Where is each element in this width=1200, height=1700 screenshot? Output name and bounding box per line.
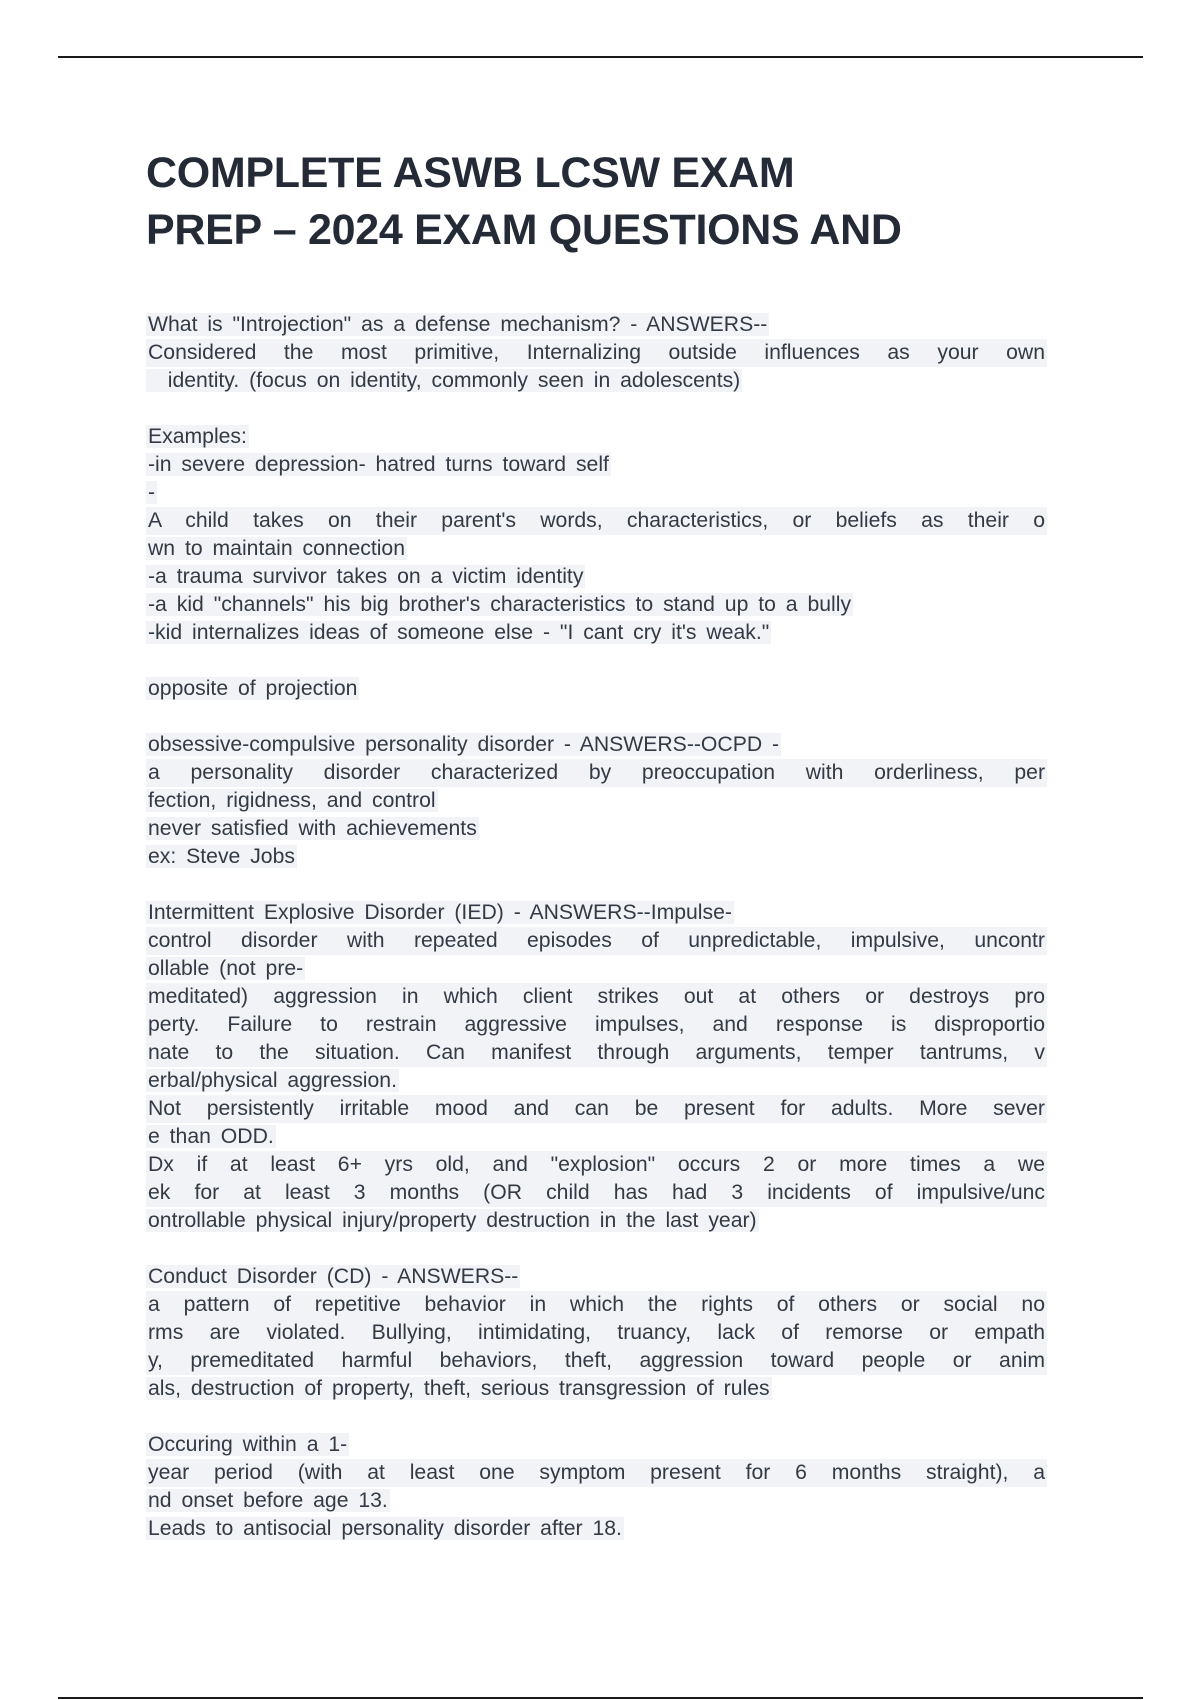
text-line <box>146 591 1051 619</box>
text-line-content: Conduct Disorder (CD) - ANSWERS-- <box>148 1265 519 1288</box>
text-line <box>146 1459 1051 1487</box>
paragraph-gap <box>146 703 1051 731</box>
text-line-content: Occuring within a 1- <box>148 1433 348 1456</box>
text-line-content: Dx if at least 6+ yrs old, and "explosion" occurs 2 or more times a we <box>146 1151 1047 1179</box>
text-line-content: ek for at least 3 months (OR child has had 3 incidents of impulsive/unc <box>146 1179 1047 1207</box>
text-line-content: nate to the situation. Can manifest through arguments, temper tantrums, v <box>146 1039 1047 1067</box>
text-line <box>146 367 1051 395</box>
text-line-content: meditated) aggression in which client strikes out at others or destroys pro <box>146 983 1047 1011</box>
text-line-content: a personality disorder characterized by preoccupation with orderliness, per <box>146 759 1047 787</box>
text-line-content: control disorder with repeated episodes of unpredictable, impulsive, uncontr <box>146 927 1047 955</box>
text-line-content: perty. Failure to restrain aggressive impulses, and response is disproportio <box>146 1011 1047 1039</box>
footer-rule <box>58 1697 1143 1699</box>
text-line <box>146 619 1051 647</box>
text-line-content: -a trauma survivor takes on a victim identity <box>148 565 584 588</box>
text-line <box>146 843 1051 871</box>
text-line-content: ex: Steve Jobs <box>148 845 295 868</box>
text-line-content: -a kid "channels" his big brother's characteristics to stand up to a bully <box>148 593 852 616</box>
text-line <box>146 1431 1051 1459</box>
paragraph-gap <box>146 1235 1051 1263</box>
text-line-content: identity. (focus on identity, commonly seen in adolescents) <box>148 369 741 392</box>
text-line-content: -kid internalizes ideas of someone else - "I cant cry it's weak." <box>148 621 770 644</box>
text-line-content: rms are violated. Bullying, intimidating, truancy, lack of remorse or empath <box>146 1319 1047 1347</box>
text-line <box>146 1011 1051 1039</box>
text-line <box>146 1347 1051 1375</box>
text-line <box>146 1375 1051 1403</box>
text-line-content: Intermittent Explosive Disorder (IED) - ANSWERS--Impulse- <box>148 901 732 924</box>
text-line-content: Examples: <box>148 425 247 448</box>
text-line-content: Considered the most primitive, Internalizing outside influences as your own <box>146 339 1047 367</box>
title-line: PREP – 2024 EXAM QUESTIONS AND <box>146 206 902 254</box>
text-line-content: ollable (not pre- <box>148 957 304 980</box>
paragraph-gap <box>146 647 1051 675</box>
text-line <box>146 927 1051 955</box>
paragraph-gap <box>146 395 1051 423</box>
text-line <box>146 1207 1051 1235</box>
text-line <box>146 675 1051 703</box>
text-line <box>146 1123 1051 1151</box>
text-line <box>146 731 1051 759</box>
text-line <box>146 759 1051 787</box>
text-line <box>146 787 1051 815</box>
text-line-content: nd onset before age 13. <box>148 1489 388 1512</box>
text-line-content: Leads to antisocial personality disorder after 18. <box>148 1517 622 1540</box>
header-rule <box>58 56 1143 58</box>
text-line <box>146 563 1051 591</box>
text-line <box>146 479 1051 507</box>
text-line <box>146 535 1051 563</box>
text-line <box>146 1067 1051 1095</box>
text-line <box>146 1039 1051 1067</box>
text-line <box>146 423 1051 451</box>
text-line <box>146 339 1051 367</box>
text-line-content: What is "Introjection" as a defense mechanism? - ANSWERS-- <box>148 313 768 336</box>
text-line-content: A child takes on their parent's words, characteristics, or beliefs as their o <box>146 507 1047 535</box>
text-line <box>146 955 1051 983</box>
text-line <box>146 1179 1051 1207</box>
text-line <box>146 1095 1051 1123</box>
text-line-content: opposite of projection <box>148 677 358 700</box>
text-line-content: als, destruction of property, theft, serious transgression of rules <box>148 1377 770 1400</box>
text-line-content: wn to maintain connection <box>148 537 405 560</box>
text-line-content: Not persistently irritable mood and can be present for adults. More sever <box>146 1095 1047 1123</box>
paragraph-gap <box>146 871 1051 899</box>
text-line-content: ontrollable physical injury/property destruction in the last year) <box>148 1209 757 1232</box>
text-line <box>146 815 1051 843</box>
text-line <box>146 983 1051 1011</box>
text-line-content: -in severe depression- hatred turns toward self <box>148 453 609 476</box>
text-line-content: year period (with at least one symptom present for 6 months straight), a <box>146 1459 1047 1487</box>
text-line-content: never satisfied with achievements <box>148 817 477 840</box>
text-line-content: erbal/physical aggression. <box>148 1069 397 1092</box>
text-line-content: obsessive-compulsive personality disorder - ANSWERS--OCPD - <box>148 733 780 756</box>
text-line-content: e than ODD. <box>148 1125 274 1148</box>
title-line: COMPLETE ASWB LCSW EXAM <box>146 149 795 197</box>
paragraph-gap <box>146 1403 1051 1431</box>
text-line <box>146 1151 1051 1179</box>
text-line <box>146 1319 1051 1347</box>
text-line <box>146 1291 1051 1319</box>
text-line <box>146 899 1051 927</box>
text-line <box>146 1515 1051 1543</box>
text-line <box>146 1487 1051 1515</box>
text-line-content: a pattern of repetitive behavior in which the rights of others or social no <box>146 1291 1047 1319</box>
document-body <box>146 311 1051 1543</box>
text-line <box>146 451 1051 479</box>
text-line-content: fection, rigidness, and control <box>148 789 436 812</box>
text-line-content: - <box>148 481 156 504</box>
text-line <box>146 1263 1051 1291</box>
document-title <box>146 145 1086 259</box>
text-line <box>146 507 1051 535</box>
text-line <box>146 311 1051 339</box>
text-line-content: y, premeditated harmful behaviors, theft, aggression toward people or anim <box>146 1347 1047 1375</box>
